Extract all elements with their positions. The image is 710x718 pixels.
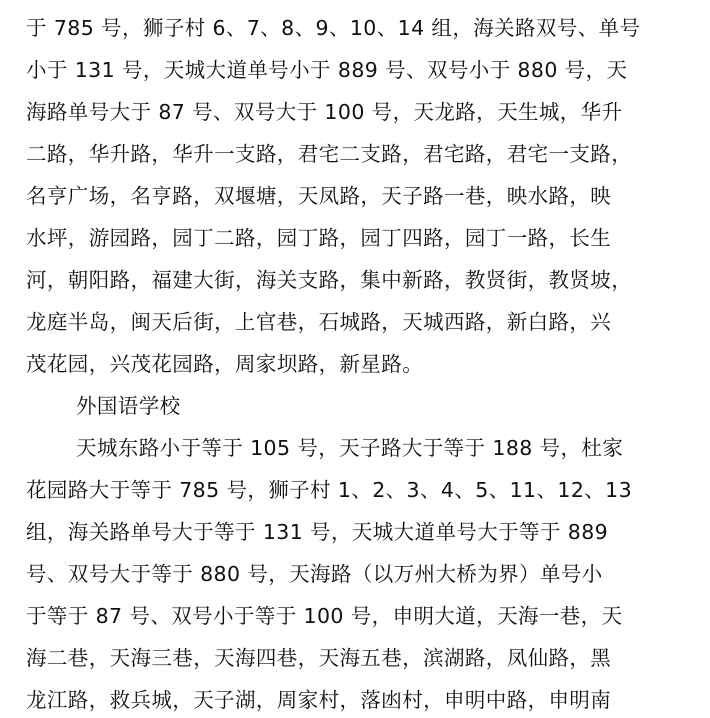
text-line: 茂花园，兴茂花园路，周家坝路，新星路。: [26, 352, 424, 376]
text-line: 组，海关路单号大于等于 131 号，天城大道单号大于等于 889: [26, 520, 609, 544]
text-line: 海二巷，天海三巷，天海四巷，天海五巷，滨湖路，凤仙路，黑: [26, 646, 612, 670]
text-line: 海路单号大于 87 号、双号大于 100 号，天龙路，天生城，华升: [26, 100, 623, 124]
text-line: 于 785 号，狮子村 6、7、8、9、10、14 组，海关路双号、单号: [26, 16, 641, 40]
section-heading: 外国语学校: [76, 394, 181, 418]
text-line: 河，朝阳路，福建大街，海关支路，集中新路，教贤街，教贤坡，: [26, 268, 633, 292]
text-line: 二路，华升路，华升一支路，君宅二支路，君宅路，君宅一支路，: [26, 142, 633, 166]
text-line: 龙江路，救兵城，天子湖，周家村，落凼村，申明中路，申明南: [26, 688, 612, 712]
text-line: 名亨广场，名亨路，双堰塘，天凤路，天子路一巷，映水路，映: [26, 184, 612, 208]
text-line: 龙庭半岛，闽天后街，上官巷，石城路，天城西路，新白路，兴: [26, 310, 612, 334]
text-line: 号、双号大于等于 880 号，天海路（以万州大桥为界）单号小: [26, 562, 603, 586]
paragraph-first-line: 天城东路小于等于 105 号，天子路大于等于 188 号，杜家: [76, 436, 624, 460]
text-line: 于等于 87 号、双号小于等于 100 号，申明大道，天海一巷，天: [26, 604, 623, 628]
text-line: 水坪，游园路，园丁二路，园丁路，园丁四路，园丁一路，长生: [26, 226, 612, 250]
text-line: 花园路大于等于 785 号，狮子村 1、2、3、4、5、11、12、13: [26, 478, 633, 502]
text-line: 小于 131 号，天城大道单号小于 889 号、双号小于 880 号，天: [26, 58, 628, 82]
